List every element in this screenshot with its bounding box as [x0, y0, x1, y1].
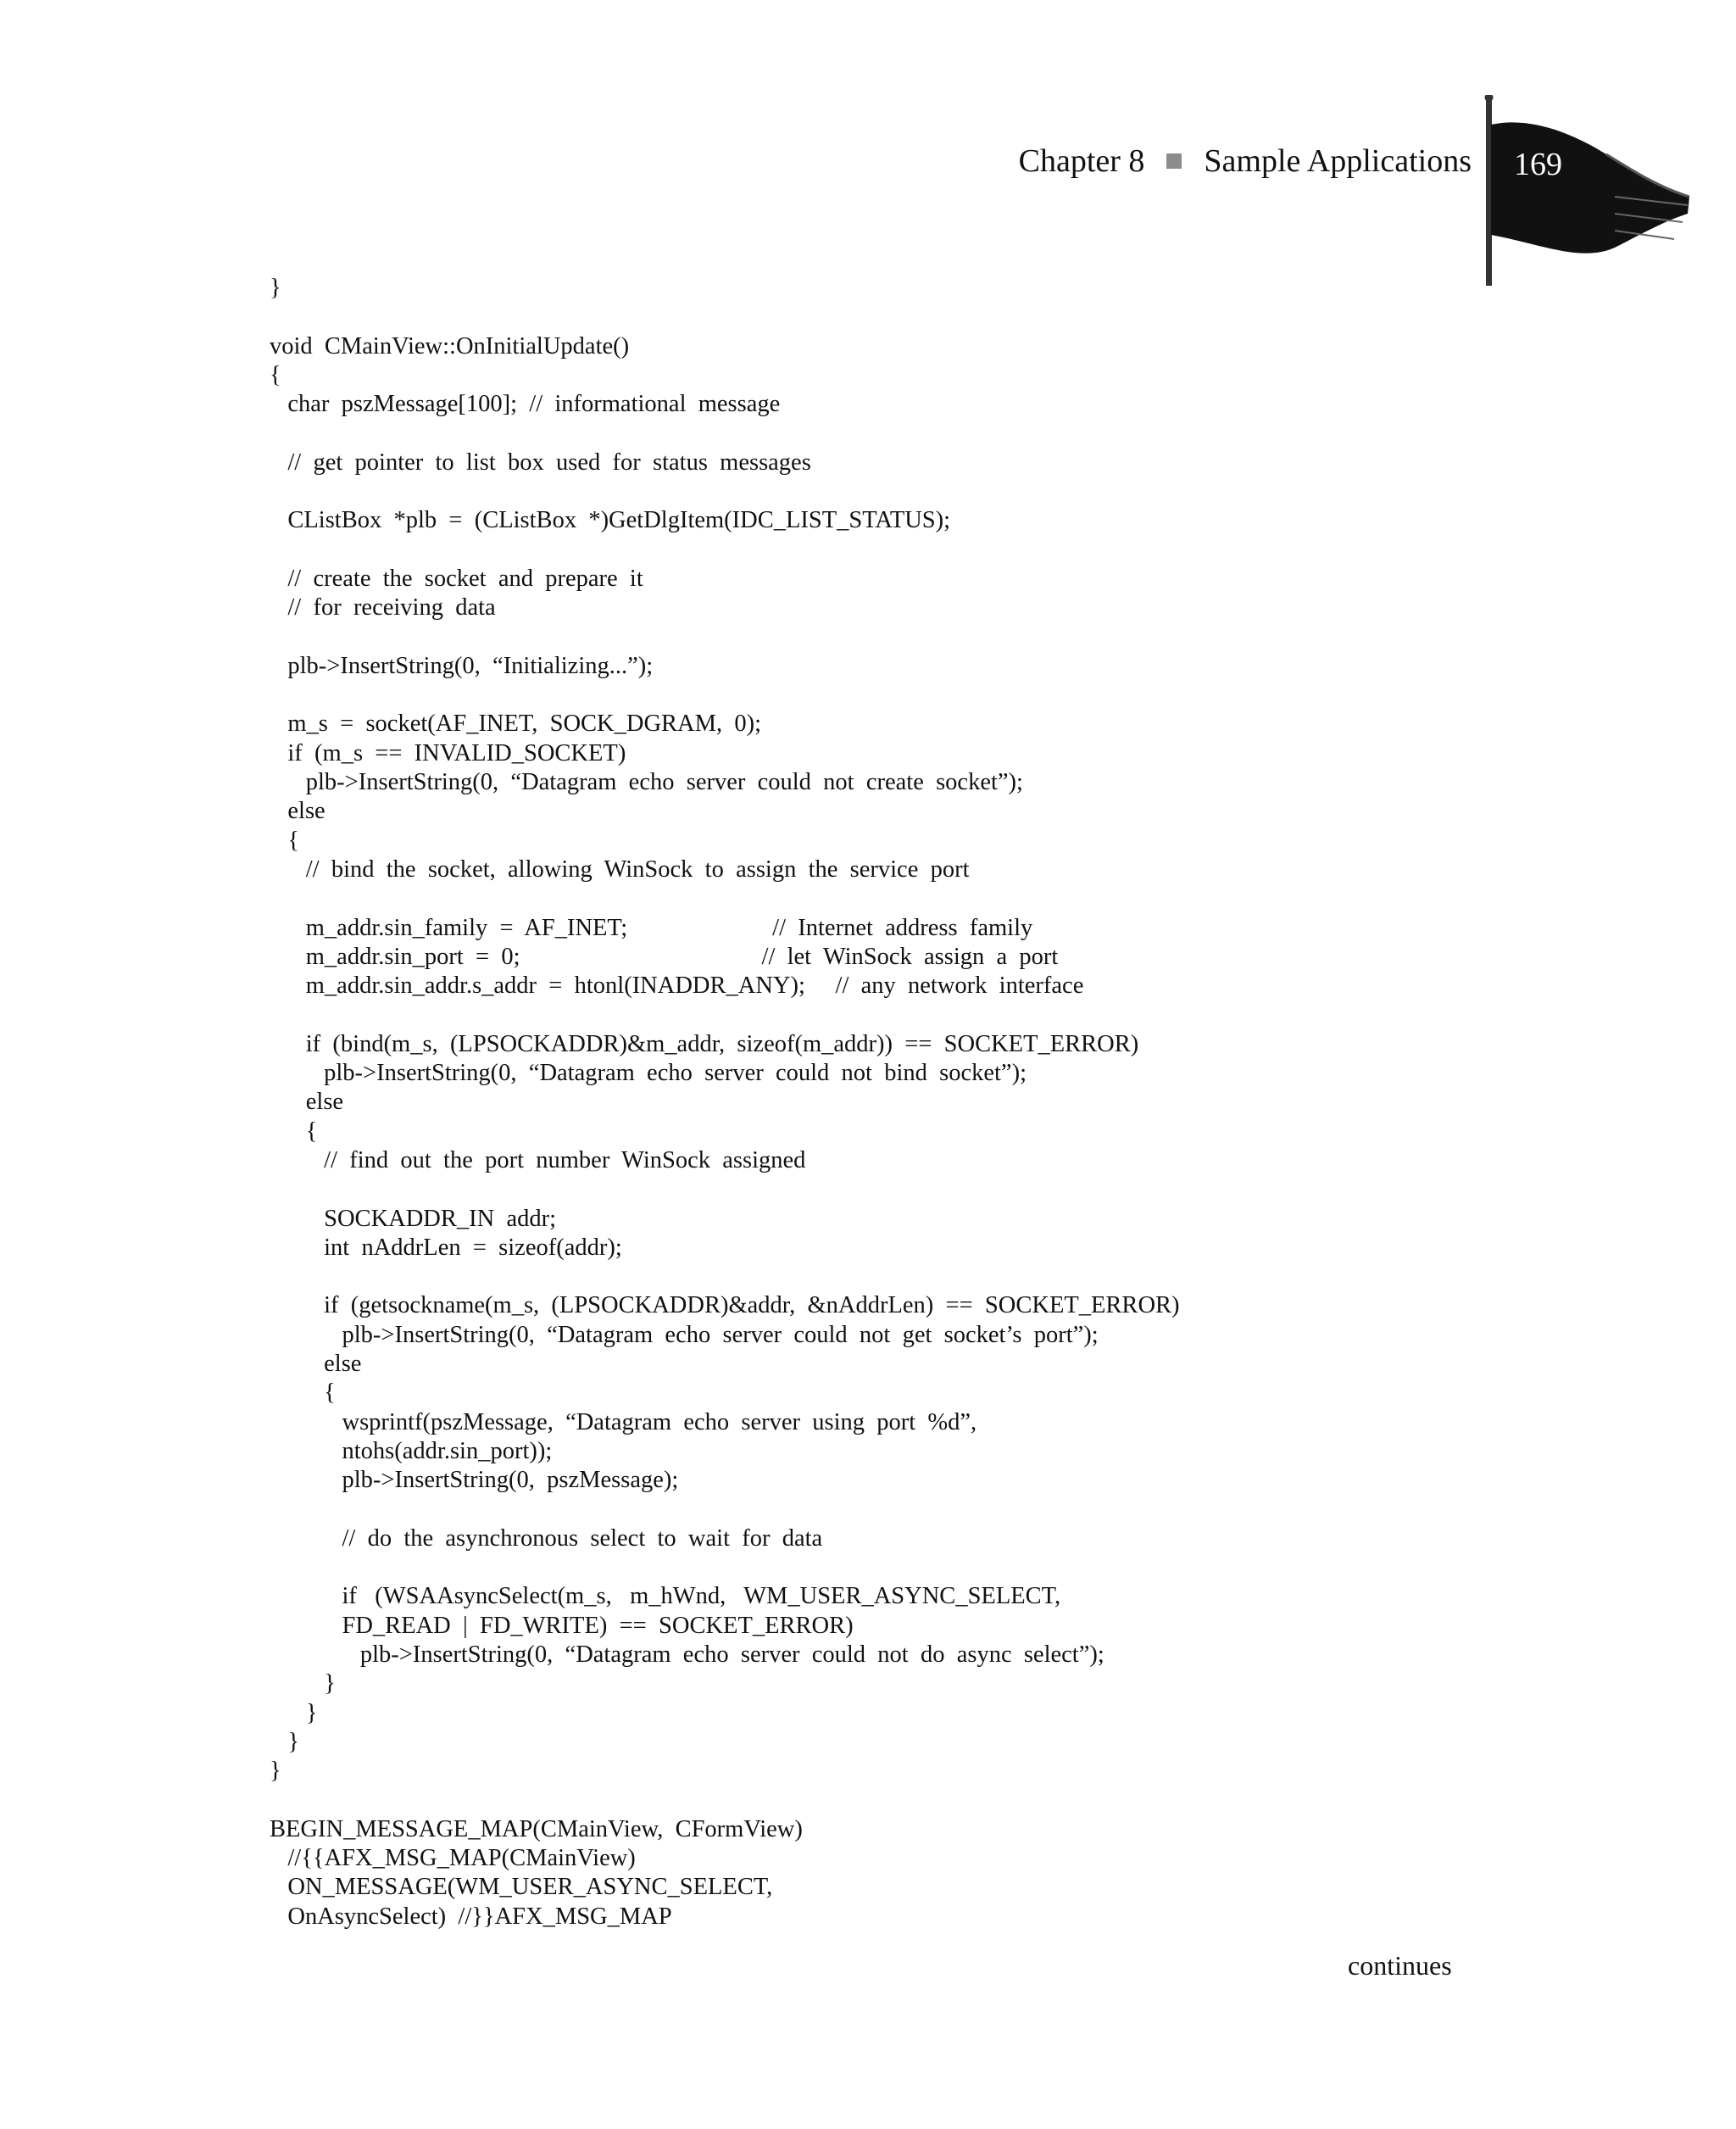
- code-line: [270, 477, 1499, 506]
- code-line: plb->InsertString(0, “Datagram echo server could not get socket’s port”);: [270, 1321, 1099, 1348]
- continues-label: continues: [1348, 1950, 1452, 1981]
- code-line: [270, 681, 1499, 710]
- code-line: void CMainView::OnInitialUpdate(): [270, 332, 630, 359]
- code-line: BEGIN_MESSAGE_MAP(CMainView, CFormView): [270, 1815, 803, 1842]
- code-line: {: [270, 1117, 318, 1145]
- code-line: if (bind(m_s, (LPSOCKADDR)&m_addr, sizeof(m_addr)) == SOCKET_ERROR): [270, 1030, 1139, 1057]
- code-line: if (getsockname(m_s, (LPSOCKADDR)&addr, &nAddrLen) == SOCKET_ERROR): [270, 1292, 1180, 1319]
- code-line: m_s = socket(AF_INET, SOCK_DGRAM, 0);: [270, 711, 761, 738]
- code-line: CListBox *plb = (CListBox *)GetDlgItem(IDC_LIST_STATUS);: [270, 507, 951, 534]
- code-line: [270, 623, 1499, 652]
- code-line: if (m_s == INVALID_SOCKET): [270, 739, 626, 766]
- code-line: m_addr.sin_addr.s_addr = htonl(INADDR_ANY); // any network interface: [270, 973, 1084, 1000]
- code-line: [270, 303, 1499, 332]
- code-line: plb->InsertString(0, pszMessage);: [270, 1467, 679, 1494]
- code-line: [270, 1175, 1499, 1204]
- code-line: wsprintf(pszMessage, “Datagram echo server using port %d”,: [270, 1408, 977, 1435]
- code-line: {: [270, 361, 281, 388]
- code-listing: [270, 274, 1499, 1936]
- separator-square-icon: [1166, 153, 1182, 169]
- code-line: [270, 1553, 1499, 1582]
- code-line: [270, 1495, 1499, 1524]
- running-header: [1019, 136, 1472, 187]
- code-line: [270, 884, 1499, 913]
- code-line: }: [270, 1758, 281, 1785]
- code-line: plb->InsertString(0, “Datagram echo server could not do async select”);: [270, 1641, 1104, 1668]
- code-line: [270, 419, 1499, 448]
- code-line: plb->InsertString(0, “Initializing...”);: [270, 652, 654, 679]
- code-line: }: [270, 1670, 336, 1697]
- code-line: [270, 1262, 1499, 1291]
- code-line: FD_READ | FD_WRITE) == SOCKET_ERROR): [270, 1612, 854, 1639]
- code-line: m_addr.sin_port = 0; // let WinSock assign a port: [270, 943, 1059, 970]
- code-line: //{{AFX_MSG_MAP(CMainView): [270, 1845, 636, 1872]
- code-line: // for receiving data: [270, 594, 496, 621]
- code-line: ON_MESSAGE(WM_USER_ASYNC_SELECT,: [270, 1874, 773, 1901]
- code-line: }: [270, 1728, 300, 1755]
- code-line: {: [270, 827, 300, 854]
- code-line: SOCKADDR_IN addr;: [270, 1205, 557, 1232]
- flag-icon: [1479, 95, 1691, 286]
- section-title: Sample Applications: [1204, 143, 1472, 179]
- code-line: {: [270, 1379, 336, 1407]
- code-line: [270, 1000, 1499, 1029]
- code-line: // find out the port number WinSock assigned: [270, 1146, 806, 1173]
- code-line: else: [270, 1350, 362, 1377]
- code-line: // bind the socket, allowing WinSock to assign the service port: [270, 856, 970, 883]
- code-line: }: [270, 275, 281, 301]
- code-line: int nAddrLen = sizeof(addr);: [270, 1234, 622, 1261]
- code-line: char pszMessage[100]; // informational message: [270, 391, 781, 418]
- chapter-label: Chapter 8: [1018, 143, 1145, 179]
- code-line: if (WSAAsyncSelect(m_s, m_hWnd, WM_USER_ASYNC_SELECT,: [270, 1583, 1061, 1610]
- code-line: // do the asynchronous select to wait for data: [270, 1524, 823, 1552]
- code-line: else: [270, 798, 326, 825]
- code-line: m_addr.sin_family = AF_INET; // Internet address family: [270, 914, 1033, 941]
- code-line: [270, 1786, 1499, 1814]
- code-line: ntohs(addr.sin_port));: [270, 1437, 553, 1464]
- code-line: else: [270, 1089, 344, 1116]
- code-line: [270, 536, 1499, 565]
- code-line: OnAsyncSelect) //}}AFX_MSG_MAP: [270, 1903, 672, 1930]
- code-line: plb->InsertString(0, “Datagram echo server could not bind socket”);: [270, 1060, 1027, 1087]
- page-number: 169: [1514, 147, 1562, 182]
- code-line: plb->InsertString(0, “Datagram echo server could not create socket”);: [270, 769, 1023, 796]
- code-line: // get pointer to list box used for status messages: [270, 449, 811, 476]
- code-line: // create the socket and prepare it: [270, 565, 643, 592]
- code-line: }: [270, 1699, 318, 1726]
